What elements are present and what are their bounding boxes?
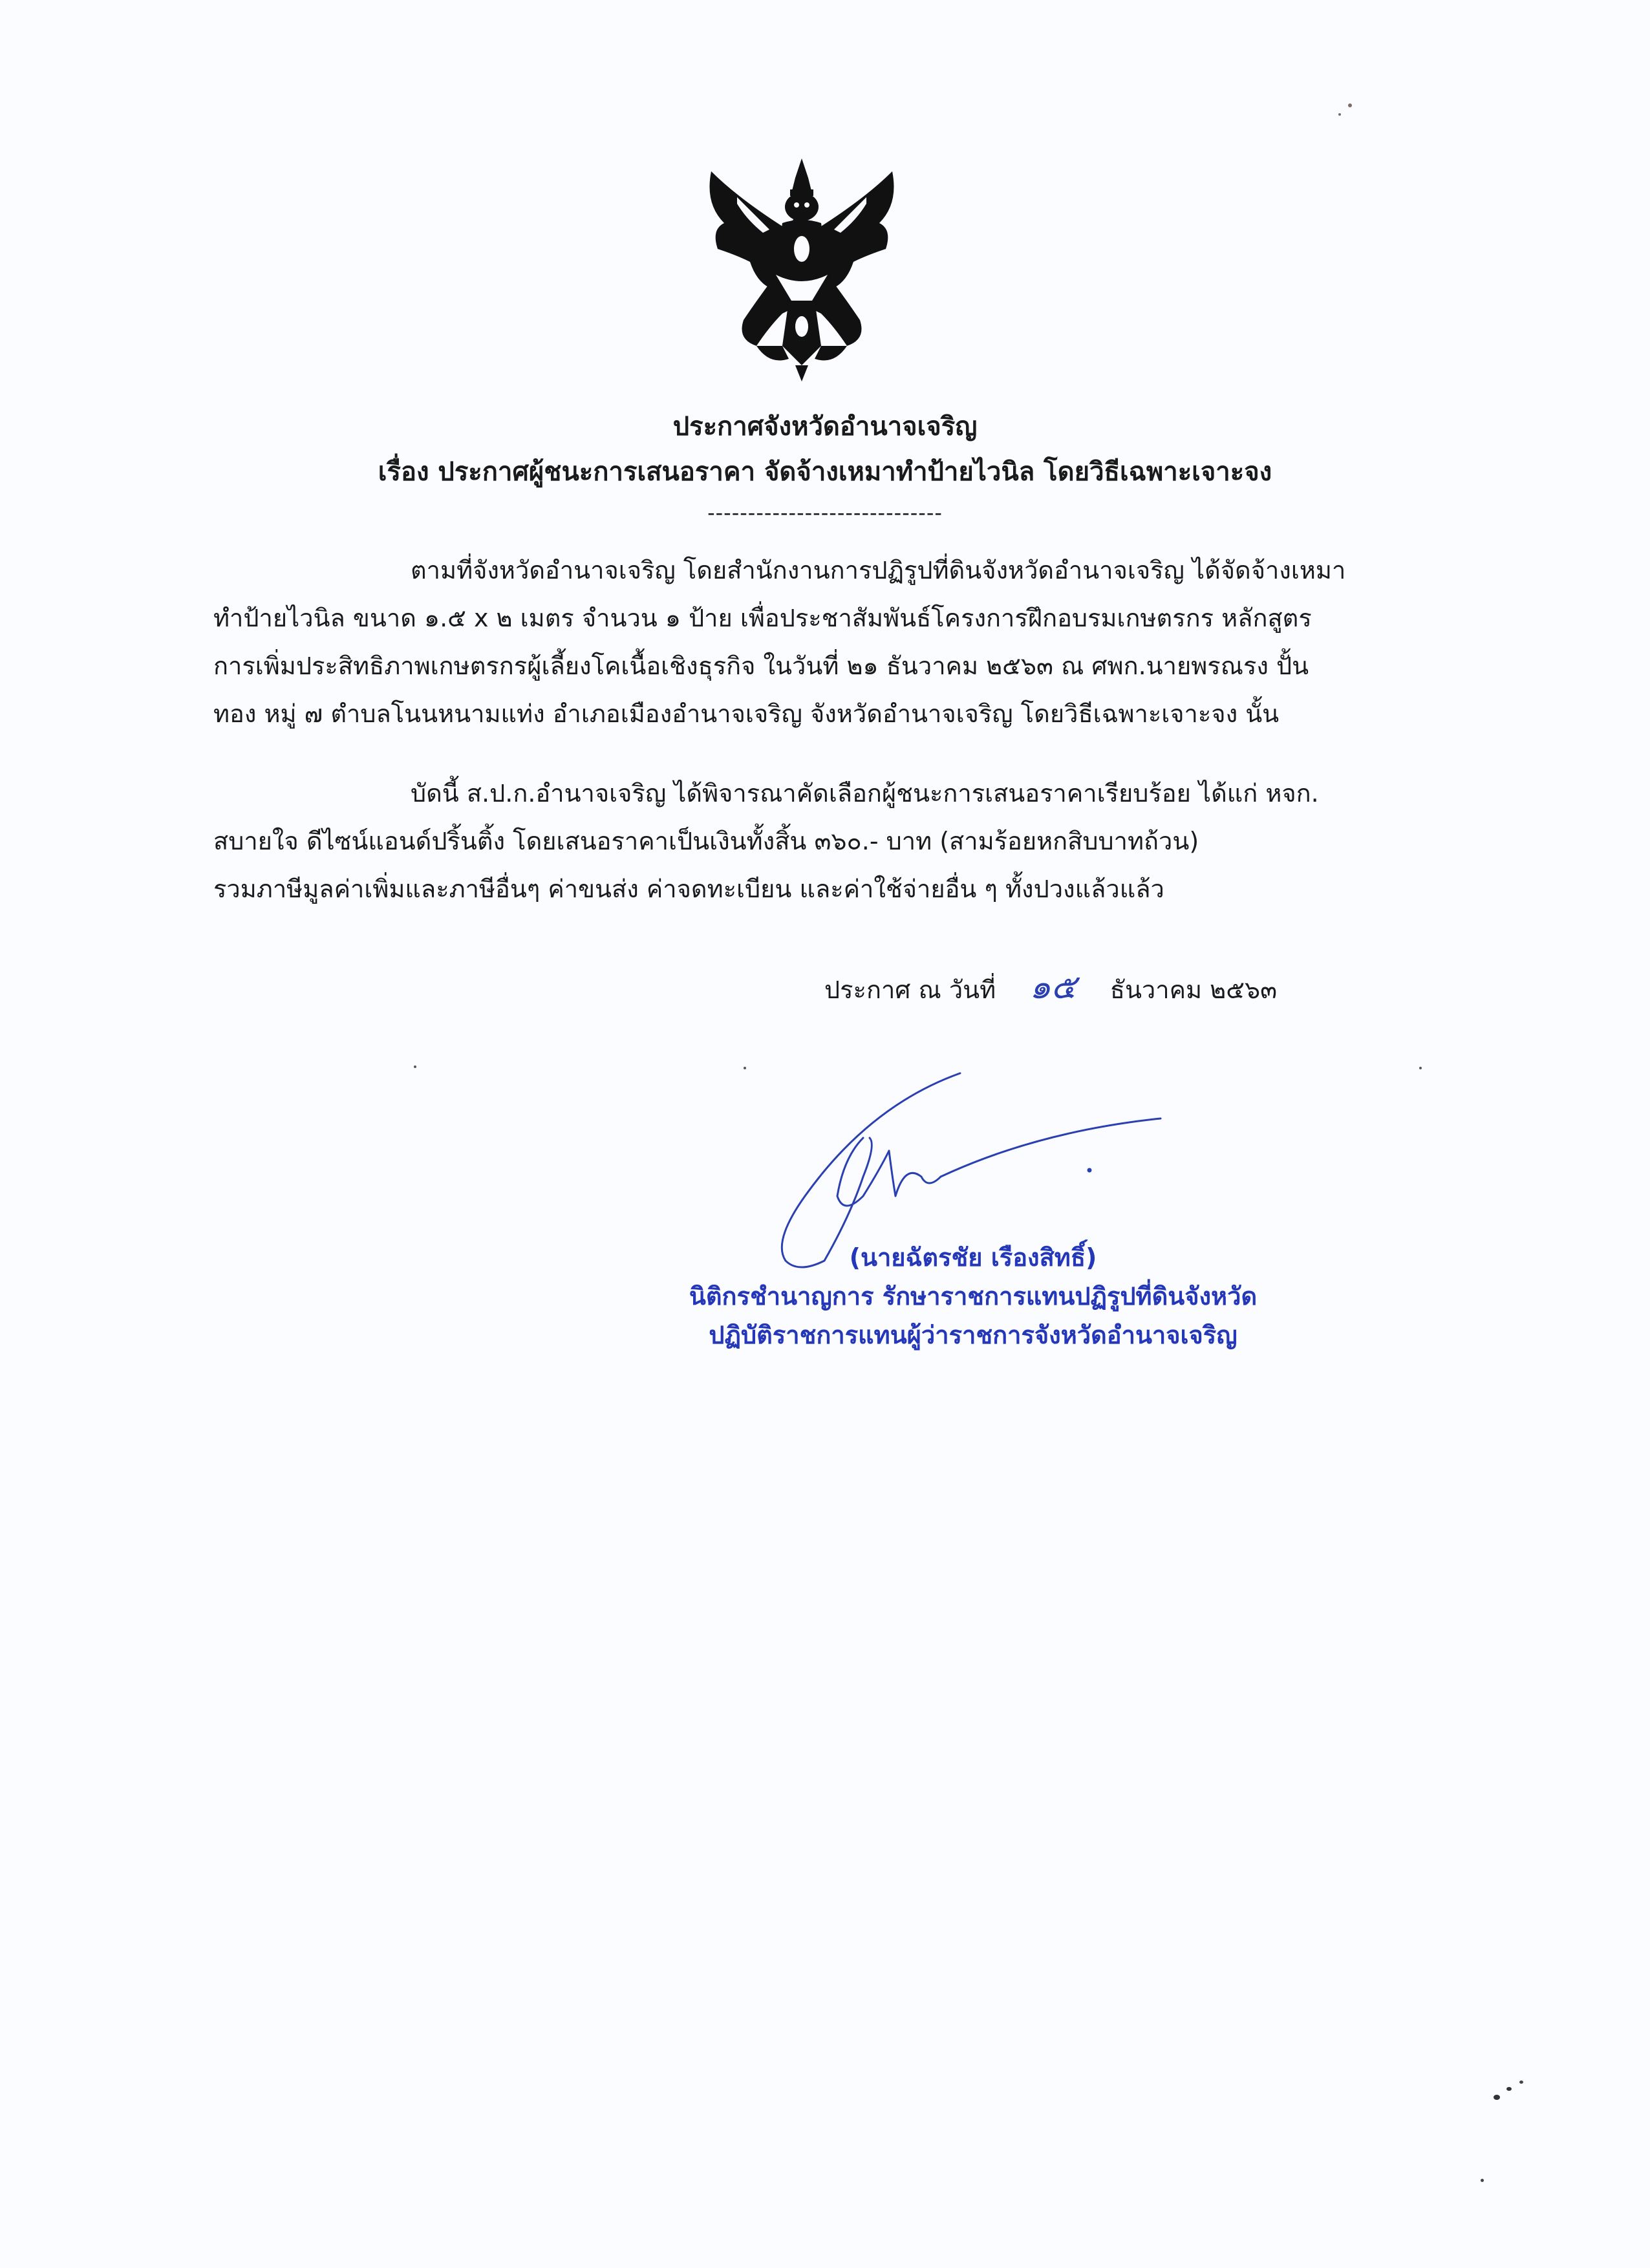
date-month-year: ธันวาคม ๒๕๖๓: [1109, 976, 1278, 1004]
signer-name: (นายฉัตรชัย เรืองสิทธิ์): [849, 1243, 1097, 1272]
announcement-date: [824, 963, 1277, 1014]
paragraph-line: ทำป้ายไวนิล ขนาด ๑.๕ x ๒ เมตร จำนวน ๑ ป้าย เพื่อประชาสัมพันธ์โครงการฝึกอบรมเกษตรกร หลักสูตร: [213, 604, 1312, 632]
date-prefix: ประกาศ ณ วันที่: [824, 976, 996, 1004]
paragraph-line: สบายใจ ดีไซน์แอนด์ปริ้นติ้ง โดยเสนอราคาเป็นเงินทั้งสิ้น ๓๖๐.- บาท (สามร้อยหกสิบบาทถ้วน): [213, 827, 1199, 855]
paragraph-line: ทอง หมู่ ๗ ตำบลโนนหนามแท่ง อำเภอเมืองอำนาจเจริญ จังหวัดอำนาจเจริญ โดยวิธีเฉพาะเจาะจง นั้น: [213, 700, 1280, 728]
scan-speck: [1519, 2081, 1523, 2084]
scan-speck: [1494, 2095, 1500, 2100]
signer-block: [640, 1238, 1306, 1354]
garuda-emblem-icon: [698, 152, 905, 385]
scan-speck: [1481, 2179, 1484, 2182]
document-title: ประกาศจังหวัดอำนาจเจริญ: [672, 412, 978, 442]
paragraph-line: รวมภาษีมูลค่าเพิ่มและภาษีอื่นๆ ค่าขนส่ง ค่าจดทะเบียน และค่าใช้จ่ายอื่น ๆ ทั้งปวงแล้วแล้ว: [213, 875, 1164, 903]
paragraph-line: บัดนี้ ส.ป.ก.อำนาจเจริญ ได้พิจารณาคัดเลือกผู้ชนะการเสนอราคาเรียบร้อย ได้แก่ หจก.: [411, 779, 1319, 808]
title-block: [0, 404, 1650, 531]
signer-position-2: ปฏิบัติราชการแทนผู้ว่าราชการจังหวัดอำนาจเจริญ: [709, 1321, 1238, 1349]
title-divider: -----------------------------: [707, 500, 943, 525]
paragraph-background: [213, 546, 1435, 738]
scan-speck: [744, 1067, 746, 1069]
scan-speck: [1419, 1067, 1422, 1069]
handwritten-day: ๑๕: [1029, 968, 1077, 1007]
paragraph-line: ตามที่จังหวัดอำนาจเจริญ โดยสำนักงานการปฏิรูปที่ดินจังหวัดอำนาจเจริญ ได้จัดจ้างเหมา: [411, 556, 1346, 584]
paragraph-line: การเพิ่มประสิทธิภาพเกษตรกรผู้เลี้ยงโคเนื้อเชิงธุรกิจ ในวันที่ ๒๑ ธันวาคม ๒๕๖๓ ณ ศพก.นายพรณรง ปั้น: [213, 652, 1309, 680]
scan-speck: [1348, 103, 1352, 107]
paragraph-award: [213, 769, 1435, 913]
signer-position-1: นิติกรชำนาญการ รักษาราชการแทนปฏิรูปที่ดินจังหวัด: [689, 1282, 1258, 1311]
document-subject: เรื่อง ประกาศผู้ชนะการเสนอราคา จัดจ้างเหมาทำป้ายไวนิล โดยวิธีเฉพาะเจาะจง: [378, 457, 1272, 487]
scan-speck: [1506, 2087, 1512, 2091]
scan-speck: [414, 1065, 416, 1068]
scan-speck: [1338, 113, 1341, 116]
